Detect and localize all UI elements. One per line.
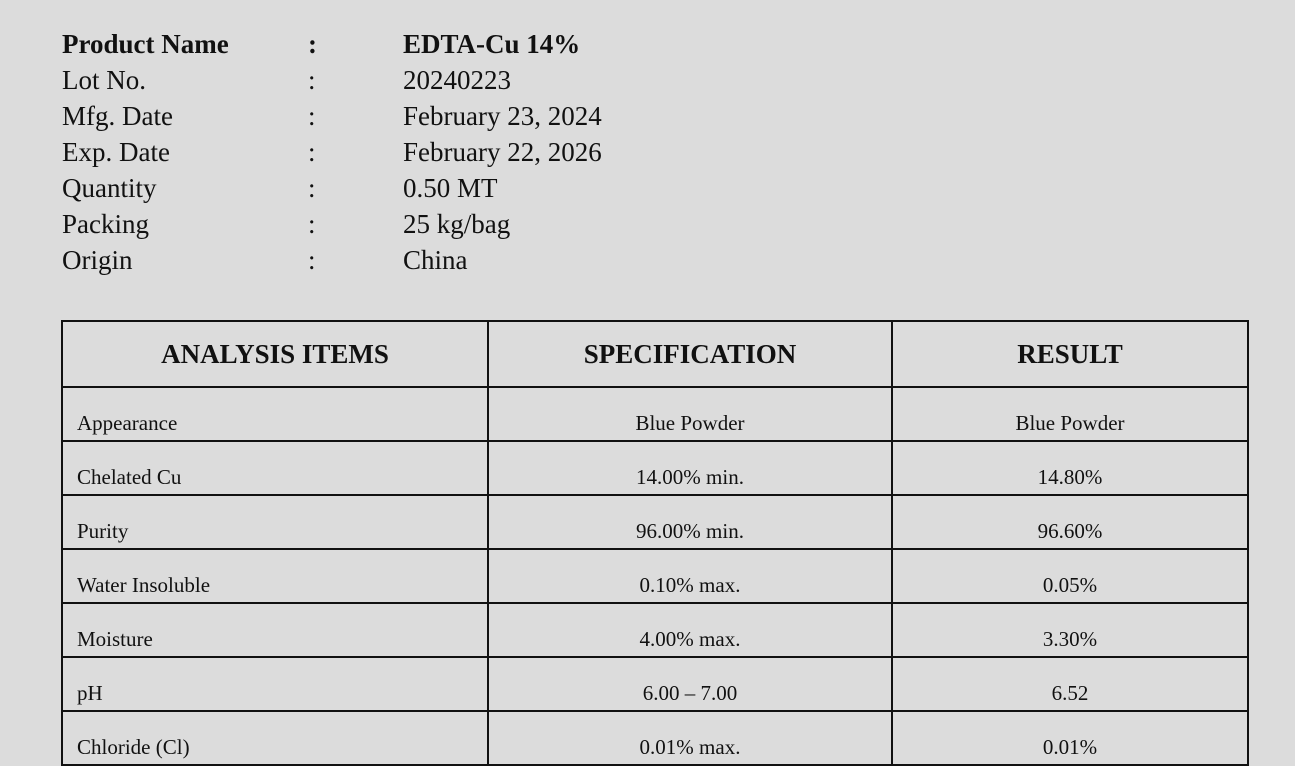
info-row-packing	[62, 206, 762, 242]
analysis-item-cell: Chelated Cu	[62, 441, 488, 495]
analysis-item-cell: Moisture	[62, 603, 488, 657]
info-label: Quantity	[62, 173, 157, 203]
info-value: February 22, 2026	[403, 137, 602, 167]
specification-cell: 4.00% max.	[488, 603, 892, 657]
analysis-item-cell: Purity	[62, 495, 488, 549]
info-value: February 23, 2024	[403, 101, 602, 131]
info-colon: :	[308, 65, 316, 95]
info-row-mfg-date	[62, 98, 762, 134]
info-value: 20240223	[403, 65, 511, 95]
column-header: ANALYSIS ITEMS	[62, 321, 488, 387]
table-row	[62, 549, 1248, 603]
info-colon: :	[308, 29, 317, 59]
info-colon: :	[308, 101, 316, 131]
info-colon: :	[308, 245, 316, 275]
info-colon: :	[308, 173, 316, 203]
info-row-lot-no	[62, 62, 762, 98]
info-label: Exp. Date	[62, 137, 170, 167]
info-value: EDTA-Cu 14%	[403, 29, 581, 59]
info-label: Origin	[62, 245, 133, 275]
table-row	[62, 495, 1248, 549]
table-header-row	[62, 321, 1248, 387]
specification-cell: 0.01% max.	[488, 711, 892, 765]
analysis-item-cell: Water Insoluble	[62, 549, 488, 603]
analysis-item-cell: Chloride (Cl)	[62, 711, 488, 765]
result-cell: 0.05%	[892, 549, 1248, 603]
result-cell: 96.60%	[892, 495, 1248, 549]
specification-cell: 96.00% min.	[488, 495, 892, 549]
info-row-origin	[62, 242, 762, 278]
table-row	[62, 603, 1248, 657]
info-row-quantity	[62, 170, 762, 206]
table-row	[62, 441, 1248, 495]
info-colon: :	[308, 137, 316, 167]
result-cell: Blue Powder	[892, 387, 1248, 441]
specification-cell: 14.00% min.	[488, 441, 892, 495]
info-row-product-name	[62, 26, 762, 62]
info-label: Product Name	[62, 29, 229, 59]
column-header: SPECIFICATION	[488, 321, 892, 387]
table-row	[62, 657, 1248, 711]
specification-cell: Blue Powder	[488, 387, 892, 441]
analysis-item-cell: pH	[62, 657, 488, 711]
info-label: Mfg. Date	[62, 101, 173, 131]
specification-cell: 6.00 – 7.00	[488, 657, 892, 711]
info-row-exp-date	[62, 134, 762, 170]
info-label: Packing	[62, 209, 149, 239]
info-label: Lot No.	[62, 65, 146, 95]
result-cell: 0.01%	[892, 711, 1248, 765]
result-cell: 6.52	[892, 657, 1248, 711]
info-colon: :	[308, 209, 316, 239]
analysis-item-cell: Appearance	[62, 387, 488, 441]
product-info	[62, 26, 762, 278]
table-row	[62, 711, 1248, 765]
table-row	[62, 387, 1248, 441]
analysis-table	[61, 320, 1249, 766]
info-value: 0.50 MT	[403, 173, 498, 203]
info-value: 25 kg/bag	[403, 209, 511, 239]
result-cell: 3.30%	[892, 603, 1248, 657]
result-cell: 14.80%	[892, 441, 1248, 495]
info-value: China	[403, 245, 468, 275]
specification-cell: 0.10% max.	[488, 549, 892, 603]
column-header: RESULT	[892, 321, 1248, 387]
